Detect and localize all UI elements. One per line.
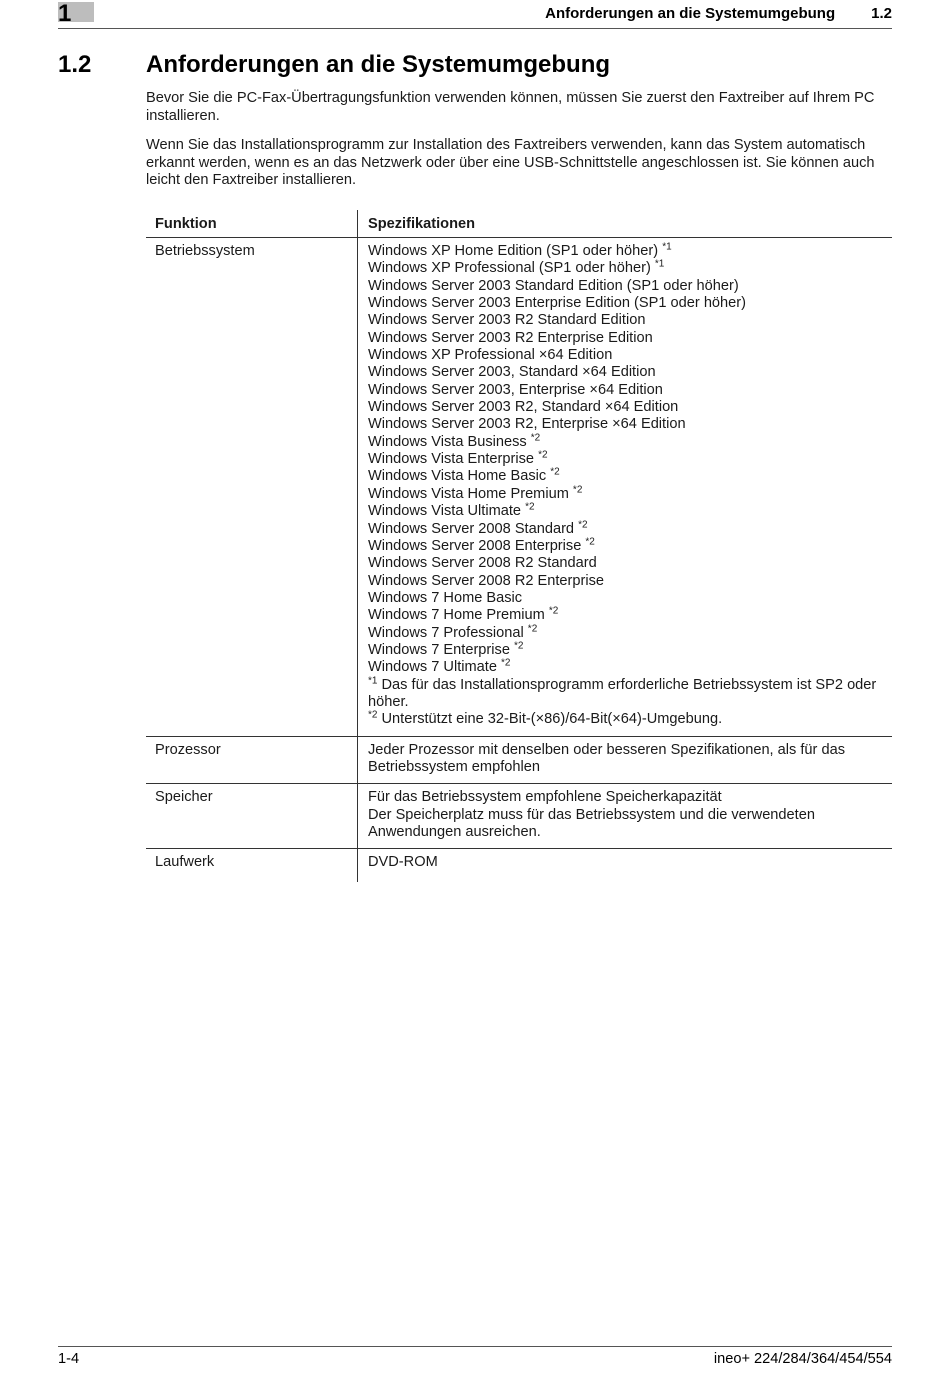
os-name: Windows Server 2003 R2 Standard Edition (368, 312, 646, 329)
processor-spec: Jeder Prozessor mit denselben oder besseren Spezifikationen, als für das Betriebssystem empfohlen (358, 736, 893, 784)
footnote-mark: *1 (654, 258, 665, 270)
footnote-mark: *2 (525, 501, 535, 513)
os-list-item (368, 607, 892, 624)
footnote-mark: *2 (585, 536, 595, 548)
os-name: Windows Vista Business (368, 433, 531, 450)
os-name: Windows 7 Professional (368, 624, 528, 641)
column-header-specifications: Spezifikationen (358, 210, 893, 238)
os-list-item (368, 451, 892, 468)
running-title: Anforderungen an die Systemumgebung (545, 5, 836, 22)
footnote-mark: *2 (578, 519, 588, 530)
running-section-ref: 1.2 (871, 5, 892, 22)
table-header-row (146, 210, 892, 238)
os-list-item (368, 399, 892, 416)
os-name: Windows 7 Home Basic (368, 589, 523, 606)
os-name: Windows XP Professional ×64 Edition (368, 347, 613, 364)
os-list-cell (358, 238, 893, 737)
os-name: Windows XP Professional (SP1 oder höher) (368, 260, 655, 277)
os-list-item (368, 590, 892, 607)
chapter-number: 1 (58, 0, 72, 27)
os-list-item (368, 416, 892, 433)
footnote-mark: *2 (548, 605, 559, 617)
memory-spec-line: Der Speicherplatz muss für das Betriebssystem und die verwendeten Anwendungen ausreichen. (368, 806, 815, 840)
os-list-item (368, 434, 892, 451)
memory-spec-line: Für das Betriebssystem empfohlene Speicherkapazität (368, 789, 722, 806)
os-list-item (368, 486, 892, 503)
footnote-mark: *2 (368, 709, 378, 721)
footnote-mark: *1 (368, 675, 378, 687)
os-list-item (368, 312, 892, 329)
requirements-table (146, 210, 892, 882)
os-name: Windows Vista Enterprise (368, 451, 539, 468)
row-label-os: Betriebssystem (146, 238, 358, 737)
product-name: ineo+ 224/284/364/454/554 (713, 1351, 892, 1367)
os-list-item (368, 278, 892, 295)
footnote-mark: *2 (527, 623, 538, 635)
row-label-drive: Laufwerk (155, 854, 215, 871)
table-row-memory (146, 784, 892, 849)
footnote-mark: *2 (501, 657, 511, 669)
footnote-mark: *1 (662, 241, 672, 253)
os-name: Windows 7 Enterprise (368, 641, 514, 658)
os-name: Windows Server 2003 Enterprise Edition (SP1 oder höher) (368, 295, 747, 312)
os-name: Windows Server 2003 Standard Edition (SP1 oder höher) (368, 277, 739, 294)
os-list (368, 243, 892, 677)
installer-paragraph: Wenn Sie das Installationsprogramm zur Installation des Faxtreibers verwenden, kann das System automatisch erkannt werden, wenn es an das Netzwerk oder über eine USB-Schnittstelle angeschlossen ist. Sie können auch leicht den Faxtreiber installieren. (146, 137, 875, 188)
footnote-mark: *2 (538, 449, 548, 461)
memory-spec-cell (358, 784, 893, 849)
header-divider (58, 28, 892, 29)
page-number: 1-4 (58, 1351, 80, 1367)
table-row-os (146, 238, 892, 737)
row-label-memory: Speicher (146, 784, 358, 849)
os-name: Windows 7 Home Premium (368, 607, 549, 624)
drive-spec: DVD-ROM (358, 849, 893, 882)
os-list-item (368, 260, 892, 277)
os-name: Windows Server 2008 R2 Standard (368, 555, 597, 572)
section-title: Anforderungen an die Systemumgebung (146, 51, 611, 78)
footnote-mark: *2 (572, 484, 583, 496)
os-list-item (368, 364, 892, 381)
intro-paragraph: Bevor Sie die PC-Fax-Übertragungsfunktion verwenden können, müssen Sie zuerst den Faxtreiber auf Ihrem PC installieren. (146, 90, 875, 124)
footnote-text: Das für das Installationsprogramm erforderliche Betriebssystem ist SP2 oder höher. (368, 676, 877, 710)
os-footnotes (368, 677, 892, 729)
os-list-item (368, 243, 892, 260)
os-name: Windows Vista Ultimate (368, 503, 526, 520)
column-header-function: Funktion (146, 210, 358, 238)
os-name: Windows Server 2008 Standard (368, 520, 579, 537)
os-name: Windows 7 Ultimate (368, 659, 502, 676)
os-list-item (368, 659, 892, 676)
os-name: Windows Server 2003 R2 Enterprise Edition (368, 329, 653, 346)
os-list-item (368, 295, 892, 312)
os-list-item (368, 382, 892, 399)
os-name: Windows Vista Home Premium (368, 485, 573, 502)
os-list-item (368, 521, 892, 538)
os-name: Windows Server 2003, Enterprise ×64 Edition (368, 381, 663, 398)
os-list-item (368, 468, 892, 485)
running-header (545, 5, 892, 22)
os-name: Windows Vista Home Basic (368, 468, 551, 485)
os-list-item (368, 503, 892, 520)
footnote-text: Unterstützt eine 32-Bit-(×86)/64-Bit(×64)-Umgebung. (377, 711, 723, 728)
os-name: Windows Server 2003 R2, Enterprise ×64 Edition (368, 416, 686, 433)
row-label-processor: Prozessor (146, 736, 358, 784)
footnote-mark: *2 (514, 640, 524, 652)
os-list-item (368, 330, 892, 347)
table-row-drive (146, 849, 892, 882)
os-list-item (368, 555, 892, 572)
os-name: Windows Server 2003, Standard ×64 Edition (368, 364, 656, 381)
footer-divider (58, 1346, 892, 1347)
os-list-item (368, 642, 892, 659)
os-name: Windows XP Home Edition (SP1 oder höher) (368, 243, 663, 259)
os-name: Windows Server 2003 R2, Standard ×64 Edition (368, 399, 679, 416)
footnote-mark: *2 (550, 466, 560, 478)
section-number: 1.2 (58, 51, 92, 78)
os-name: Windows Server 2008 R2 Enterprise (368, 572, 605, 589)
footnote-mark: *2 (530, 432, 541, 444)
os-list-item (368, 347, 892, 364)
footnote (368, 677, 892, 712)
os-list-item (368, 538, 892, 555)
os-name: Windows Server 2008 Enterprise (368, 537, 586, 554)
table-row-processor (146, 736, 892, 784)
os-list-item (368, 573, 892, 590)
os-list-item (368, 625, 892, 642)
footnote (368, 711, 892, 728)
